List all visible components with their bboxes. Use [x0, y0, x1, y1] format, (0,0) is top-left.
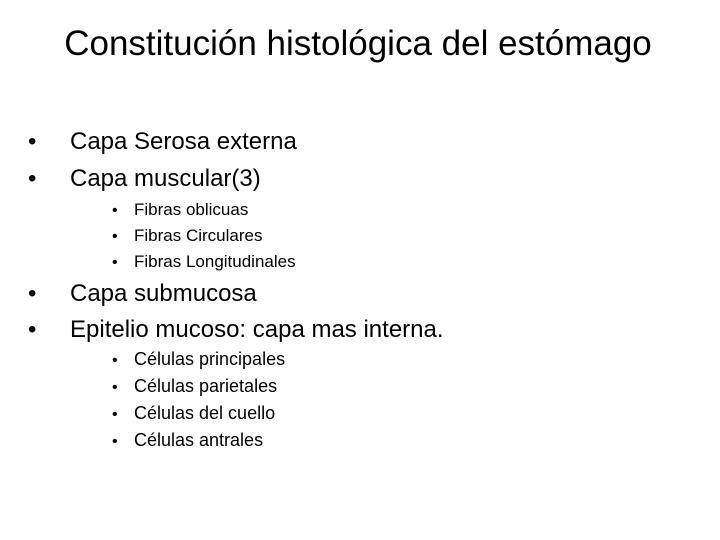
sub-list-item-text: Células principales — [134, 349, 286, 369]
slide-title: Constitución histológica del estómago — [64, 24, 652, 63]
sub-list-item-text: Fibras oblicuas — [134, 200, 249, 219]
list-item-text: Capa muscular(3) — [70, 165, 261, 192]
list-item-text: Epitelio mucoso: capa mas interna. — [70, 316, 444, 343]
sub-list-item-text: Células antrales — [134, 430, 264, 450]
list-item — [28, 316, 444, 344]
list-item-text: Capa Serosa externa — [70, 128, 297, 155]
sub-list-item — [112, 199, 248, 222]
sub-list-item — [112, 429, 263, 453]
bullet-icon: • — [112, 433, 118, 450]
sub-list-item — [112, 375, 277, 399]
list-item — [28, 128, 297, 156]
sub-list-item — [112, 348, 285, 372]
bullet-icon: • — [112, 406, 118, 423]
list-item-text: Capa submucosa — [70, 280, 257, 307]
bullet-icon: • — [28, 165, 37, 192]
bullet-icon: • — [112, 254, 118, 271]
bullet-icon: • — [28, 316, 37, 343]
sub-list-item — [112, 402, 275, 426]
bullet-icon: • — [112, 228, 118, 245]
list-item — [28, 165, 261, 193]
bullet-icon: • — [112, 379, 118, 396]
sub-list-item-text: Fibras Longitudinales — [134, 252, 296, 271]
list-item — [28, 280, 257, 308]
sub-list-item — [112, 251, 296, 274]
sub-list-item-text: Células parietales — [134, 376, 278, 396]
sub-list-item — [112, 225, 262, 248]
sub-list-item-text: Fibras Circulares — [134, 226, 263, 245]
bullet-icon: • — [112, 352, 118, 369]
sub-list-item-text: Células del cuello — [134, 403, 276, 423]
bullet-icon: • — [112, 202, 118, 219]
bullet-icon: • — [28, 280, 37, 307]
bullet-icon: • — [28, 128, 37, 155]
